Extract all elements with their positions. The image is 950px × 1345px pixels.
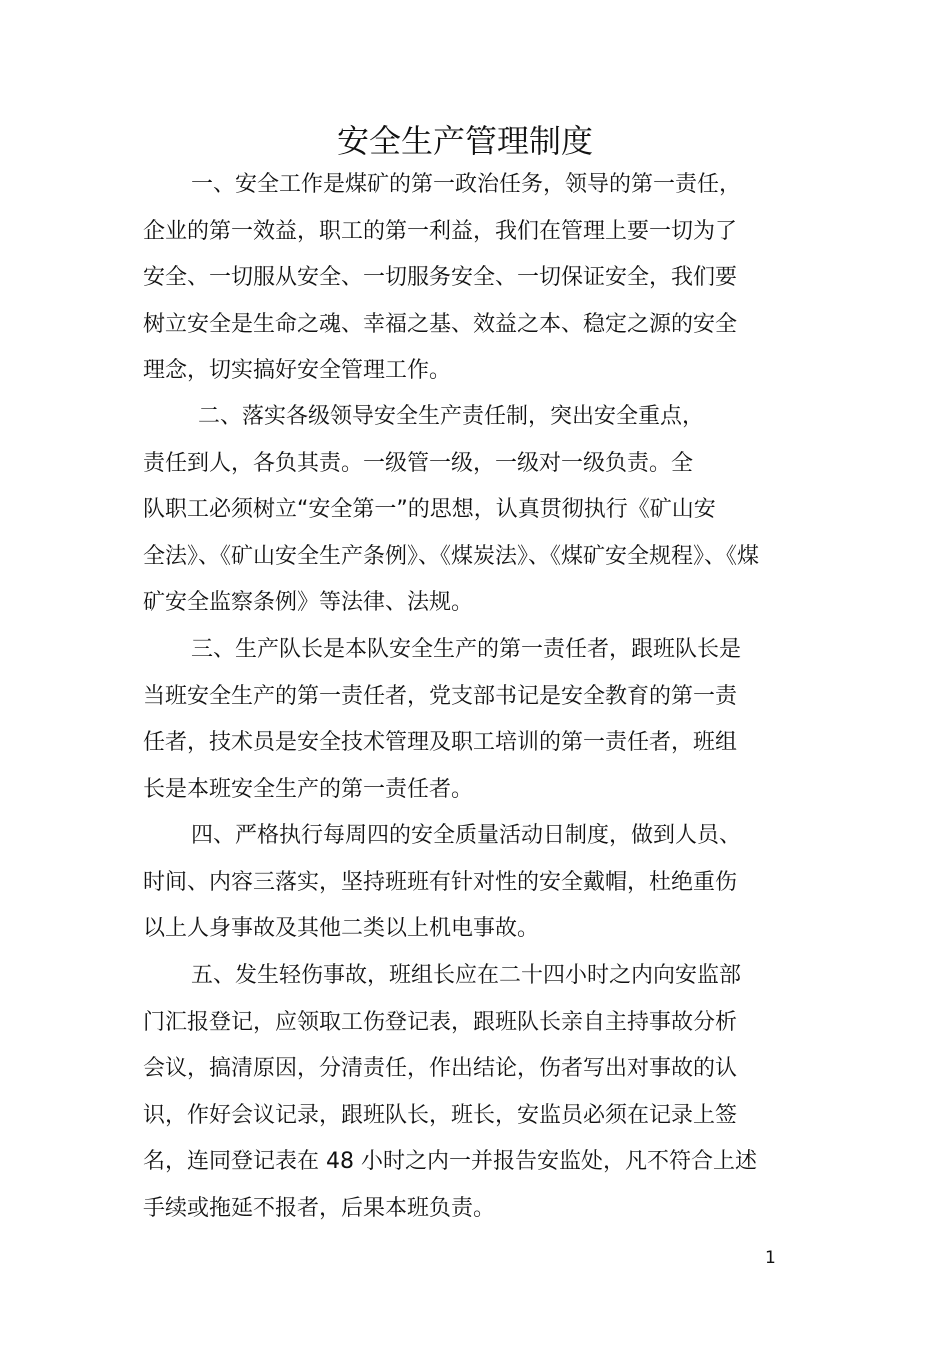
paragraph-line: 安全、一切服从安全、一切服务安全、一切保证安全，我们要: [143, 265, 738, 290]
paragraph-line: 门汇报登记，应领取工伤登记表，跟班队长亲自主持事故分析: [143, 1009, 738, 1035]
paragraph-line: 理念，切实搞好安全管理工作。: [143, 358, 452, 383]
paragraph-line: 三、生产队长是本队安全生产的第一责任者，跟班队长是: [191, 637, 742, 662]
document-title: 安全生产管理制度: [336, 122, 593, 160]
paragraph-line: 企业的第一效益，职工的第一利益，我们在管理上要一切为了: [143, 218, 738, 244]
paragraph-4: [143, 813, 741, 953]
paragraph-line: 五、发生轻伤事故，班组长应在二十四小时之内向安监部: [191, 963, 742, 988]
paragraph-line: 当班安全生产的第一责任者，党支部书记是安全教育的第一责: [143, 683, 738, 709]
paragraph-line: 时间、内容三落实，坚持班班有针对性的安全戴帽，杜绝重伤: [143, 869, 738, 895]
paragraph-line: 全法》、《矿山安全生产条例》、《煤炭法》、《煤矿安全规程》、《煤: [143, 543, 760, 569]
paragraph-2: [143, 394, 759, 627]
paragraph-line: 名，连同登记表在 48 小时之内一并报告安监处，凡不符合上述: [143, 1149, 757, 1174]
paragraph-line: 以上人身事故及其他二类以上机电事故。: [143, 916, 540, 941]
paragraph-line: 任者，技术员是安全技术管理及职工培训的第一责任者，班组: [143, 730, 738, 755]
paragraph-3: [143, 627, 741, 813]
paragraph-line: 矿安全监察条例》等法律、法规。: [143, 590, 474, 615]
paragraph-1: [143, 162, 741, 395]
paragraph-line: 树立安全是生命之魂、幸福之基、效益之本、稳定之源的安全: [143, 311, 738, 337]
paragraph-line: 队职工必须树立“安全第一”的思想，认真贯彻执行《矿山安: [143, 497, 716, 522]
paragraph-line: 识，作好会议记录，跟班队长，班长，安监员必须在记录上签: [143, 1102, 738, 1128]
paragraph-line: 会议，搞清原因，分清责任，作出结论，伤者写出对事故的认: [143, 1056, 738, 1081]
paragraph-line: 长是本班安全生产的第一责任者。: [143, 776, 474, 802]
page-number: 1: [765, 1248, 776, 1268]
paragraph-line: 一、安全工作是煤矿的第一政治任务，领导的第一责任，: [191, 172, 742, 197]
paragraph-line: 四、严格执行每周四的安全质量活动日制度，做到人员、: [191, 823, 742, 848]
paragraph-5: [143, 953, 757, 1232]
paragraph-line: 二、落实各级领导安全生产责任制，突出安全重点，: [198, 404, 705, 429]
paragraph-line: 责任到人，各负其责。一级管一级，一级对一级负责。全: [143, 450, 694, 476]
paragraph-line: 手续或拖延不报者，后果本班负责。: [143, 1195, 496, 1221]
